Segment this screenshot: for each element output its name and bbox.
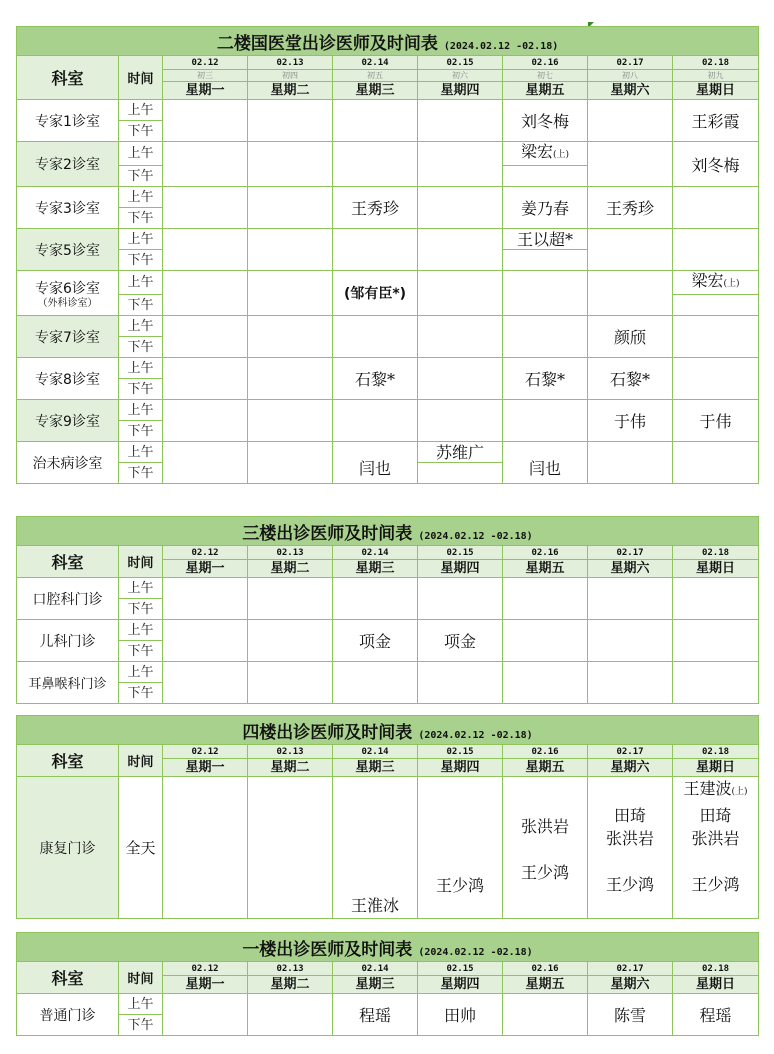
am-label: 上午: [119, 442, 163, 463]
dept-header: 科室: [17, 546, 119, 578]
date-header: 02.16: [503, 56, 588, 70]
doctor-cell: [418, 777, 503, 919]
doctor-name: 王以超*: [503, 229, 588, 250]
room-name: 专家9诊室: [17, 400, 119, 442]
room-name: 耳鼻喉科门诊: [17, 662, 119, 704]
date-range: (2024.02.12 -02.18): [418, 530, 533, 542]
date-header: 02.17: [588, 56, 673, 70]
doctor-cell: [503, 777, 588, 919]
weekday-header: 星期四: [418, 976, 503, 994]
pm-label: 下午: [119, 379, 163, 400]
am-tag: (上): [731, 787, 748, 797]
doctor-name: 程瑶: [673, 994, 759, 1036]
am-label: 上午: [119, 662, 163, 683]
doctor-name: 张洪岩: [691, 829, 740, 848]
pm-label: 下午: [119, 463, 163, 484]
date-header: 02.18: [673, 745, 759, 759]
weekday-header: 星期一: [163, 560, 248, 578]
weekday-header: 星期六: [588, 82, 673, 100]
floor2-title-cell: [17, 27, 759, 56]
room-name: 专家2诊室: [17, 142, 119, 187]
doctor-name: 王少鸿: [691, 875, 740, 894]
weekday-header: 星期六: [588, 560, 673, 578]
date-header: 02.16: [503, 745, 588, 759]
am-label: 上午: [119, 229, 163, 250]
am-label: 上午: [119, 187, 163, 208]
date-header: 02.15: [418, 546, 503, 560]
doctor-name: 王秀珍: [333, 187, 418, 229]
doctor-name: [673, 271, 759, 295]
pm-label: 下午: [119, 250, 163, 271]
weekday-header: 星期二: [248, 82, 333, 100]
lunar-date: 初九: [673, 70, 759, 82]
floor4-title: 四楼出诊医师及时间表: [242, 722, 413, 743]
floor3-title: 三楼出诊医师及时间表: [242, 523, 413, 544]
doctor-name: 王彩霞: [673, 100, 759, 142]
date-header: 02.16: [503, 546, 588, 560]
pm-label: 下午: [119, 599, 163, 620]
date-range: (2024.02.12 -02.18): [443, 40, 559, 52]
date-header: 02.12: [163, 56, 248, 70]
weekday-header: 星期日: [673, 82, 759, 100]
weekday-header: 星期六: [588, 976, 673, 994]
weekday-header: 星期四: [418, 560, 503, 578]
room-name: 普通门诊: [17, 994, 119, 1036]
date-header: 02.14: [333, 546, 418, 560]
lunar-date: 初六: [418, 70, 503, 82]
floor2-title: 二楼国医堂出诊医师及时间表: [216, 33, 438, 54]
dept-header: 科室: [17, 56, 119, 100]
date-header: 02.14: [333, 745, 418, 759]
room-name: 治未病诊室: [17, 442, 119, 484]
weekday-header: 星期五: [503, 976, 588, 994]
weekday-header: 星期三: [333, 976, 418, 994]
pm-label: 下午: [119, 166, 163, 187]
floor4-title-cell: [17, 716, 759, 745]
doctor-name-text: 梁宏: [520, 142, 553, 161]
doctor-name: 张洪岩: [520, 817, 569, 836]
pm-label: 下午: [119, 208, 163, 229]
date-header: 02.17: [588, 962, 673, 976]
room-name: 儿科门诊: [17, 620, 119, 662]
room-name: 专家1诊室: [17, 100, 119, 142]
floor3-schedule-table: [16, 516, 759, 704]
lunar-date: 初四: [248, 70, 333, 82]
time-header: 时间: [119, 56, 163, 100]
allday-label: 全天: [119, 777, 163, 919]
doctor-name-text: 梁宏: [691, 271, 724, 290]
room-name: 专家8诊室: [17, 358, 119, 400]
date-header: 02.12: [163, 745, 248, 759]
dept-header: 科室: [17, 745, 119, 777]
doctor-name-text: 王建波: [683, 779, 732, 798]
weekday-header: 星期一: [163, 759, 248, 777]
lunar-date: 初五: [333, 70, 418, 82]
doctor-name: 王秀珍: [588, 187, 673, 229]
pm-label: 下午: [119, 1015, 163, 1036]
room-name: 康复门诊: [17, 777, 119, 919]
doctor-name: 颜颀: [588, 316, 673, 358]
weekday-header: 星期二: [248, 560, 333, 578]
room-subtitle: （外科诊室）: [37, 297, 98, 309]
room-name-text: 专家6诊室: [35, 280, 100, 297]
date-header: 02.13: [248, 56, 333, 70]
doctor-cell: [588, 777, 673, 919]
pm-label: 下午: [119, 295, 163, 316]
doctor-name: 项金: [333, 620, 418, 662]
date-header: 02.18: [673, 962, 759, 976]
lunar-date: 初七: [503, 70, 588, 82]
floor1-title-cell: [17, 933, 759, 962]
doctor-name: 王淮冰: [350, 896, 399, 915]
pm-label: 下午: [119, 337, 163, 358]
doctor-name: 刘冬梅: [503, 100, 588, 142]
time-header: 时间: [119, 962, 163, 994]
doctor-name: 陈雪: [588, 994, 673, 1036]
date-header: 02.18: [673, 546, 759, 560]
date-header: 02.16: [503, 962, 588, 976]
date-header: 02.13: [248, 745, 333, 759]
weekday-header: 星期一: [163, 82, 248, 100]
date-range: (2024.02.12 -02.18): [418, 729, 533, 741]
doctor-name: 于伟: [588, 400, 673, 442]
doctor-name: 闫也: [503, 442, 588, 484]
am-label: 上午: [119, 620, 163, 641]
date-header: 02.17: [588, 745, 673, 759]
doctor-name: 田琦: [613, 806, 646, 825]
am-tag: (上): [552, 150, 570, 160]
doctor-name: 张洪岩: [605, 829, 654, 848]
room-name: 口腔科门诊: [17, 578, 119, 620]
doctor-name: 程瑶: [333, 994, 418, 1036]
floor3-title-cell: [17, 517, 759, 546]
doctor-name: 石黎*: [333, 358, 418, 400]
doctor-name: 王少鸿: [605, 875, 654, 894]
weekday-header: 星期日: [673, 560, 759, 578]
am-label: 上午: [119, 271, 163, 295]
date-header: 02.12: [163, 962, 248, 976]
weekday-header: 星期三: [333, 759, 418, 777]
weekday-header: 星期四: [418, 759, 503, 777]
doctor-name: 姜乃春: [503, 187, 588, 229]
weekday-header: 星期三: [333, 560, 418, 578]
pm-label: 下午: [119, 121, 163, 142]
weekday-header: 星期一: [163, 976, 248, 994]
doctor-name: [673, 777, 758, 804]
am-label: 上午: [119, 358, 163, 379]
weekday-header: 星期三: [333, 82, 418, 100]
weekday-header: 星期五: [503, 759, 588, 777]
doctor-name: 田帅: [418, 994, 503, 1036]
date-header: 02.14: [333, 962, 418, 976]
am-label: 上午: [119, 100, 163, 121]
am-tag: (上): [723, 279, 740, 289]
room-name: [17, 271, 119, 316]
doctor-name: 项金: [418, 620, 503, 662]
weekday-header: 星期六: [588, 759, 673, 777]
doctor-name: 石黎*: [503, 358, 588, 400]
date-header: 02.13: [248, 962, 333, 976]
weekday-header: 星期日: [673, 759, 759, 777]
doctor-name: (邹有臣*): [333, 271, 418, 316]
weekday-header: 星期日: [673, 976, 759, 994]
doctor-name: 王少鸿: [520, 863, 569, 882]
date-header: 02.13: [248, 546, 333, 560]
room-name: 专家5诊室: [17, 229, 119, 271]
am-label: 上午: [119, 994, 163, 1015]
date-header: 02.15: [418, 56, 503, 70]
date-header: 02.15: [418, 962, 503, 976]
doctor-name: 闫也: [333, 442, 418, 484]
date-header: 02.12: [163, 546, 248, 560]
time-header: 时间: [119, 745, 163, 777]
am-label: 上午: [119, 316, 163, 337]
doctor-name: 刘冬梅: [673, 142, 759, 187]
pm-label: 下午: [119, 421, 163, 442]
floor4-schedule-table: [16, 715, 759, 919]
dept-header: 科室: [17, 962, 119, 994]
pm-label: 下午: [119, 641, 163, 662]
lunar-date: 初八: [588, 70, 673, 82]
date-header: 02.18: [673, 56, 759, 70]
weekday-header: 星期五: [503, 82, 588, 100]
date-header: 02.14: [333, 56, 418, 70]
am-label: 上午: [119, 142, 163, 166]
date-header: 02.15: [418, 745, 503, 759]
weekday-header: 星期二: [248, 759, 333, 777]
doctor-cell: [673, 777, 759, 919]
time-header: 时间: [119, 546, 163, 578]
doctor-name: 田琦: [699, 806, 732, 825]
doctor-name: 石黎*: [588, 358, 673, 400]
weekday-header: 星期四: [418, 82, 503, 100]
room-name: 专家7诊室: [17, 316, 119, 358]
doctor-name: 王少鸿: [435, 876, 484, 895]
weekday-header: 星期二: [248, 976, 333, 994]
am-label: 上午: [119, 578, 163, 599]
date-range: (2024.02.12 -02.18): [418, 946, 533, 958]
room-name: 专家3诊室: [17, 187, 119, 229]
am-label: 上午: [119, 400, 163, 421]
doctor-name: 于伟: [673, 400, 759, 442]
doctor-name: 苏维广: [418, 442, 503, 463]
floor1-title: 一楼出诊医师及时间表: [242, 939, 413, 960]
floor1-schedule-table: [16, 932, 759, 1036]
floor2-schedule-table: [16, 26, 759, 484]
doctor-cell: [333, 777, 418, 919]
weekday-header: 星期五: [503, 560, 588, 578]
lunar-date: 初三: [163, 70, 248, 82]
pm-label: 下午: [119, 683, 163, 704]
doctor-name: [503, 142, 588, 166]
date-header: 02.17: [588, 546, 673, 560]
